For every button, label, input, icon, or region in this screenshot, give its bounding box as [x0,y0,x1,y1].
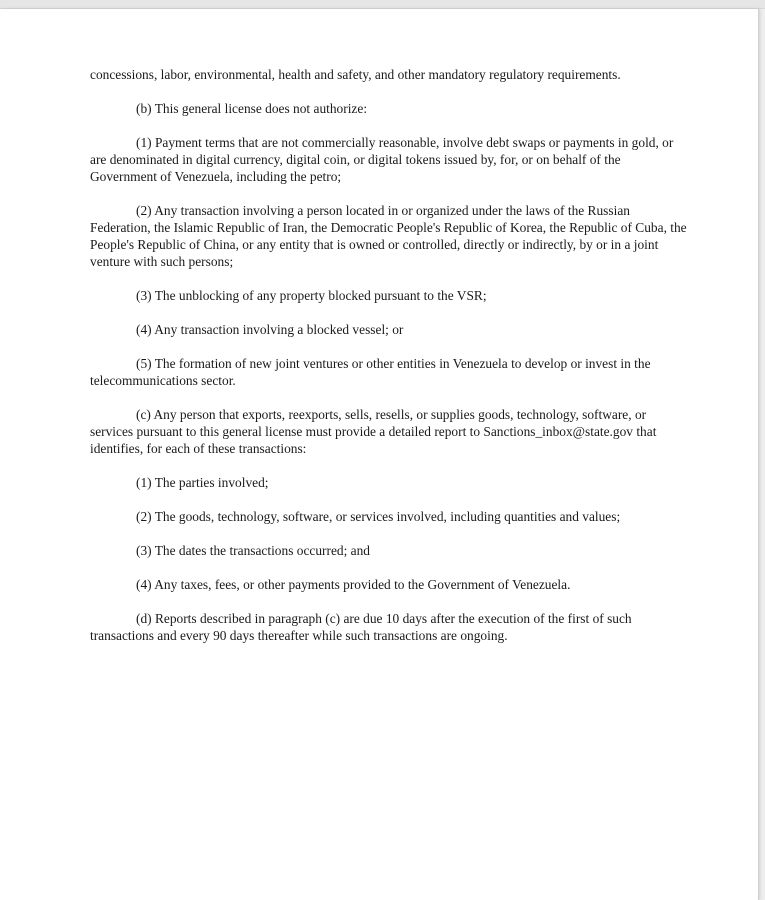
paragraph-c: (c) Any person that exports, reexports, sells, resells, or supplies goods, technology, software, or services pursuant to this general license must provide a detailed report to Sanctions_inbox@state.gov that identifies, for each of these transactions: [90,407,657,456]
viewer-top-edge [0,0,765,9]
paragraph-d: (d) Reports described in paragraph (c) are due 10 days after the execution of the first of such transactions and every 90 days thereafter while such transactions are ongoing. [90,611,632,643]
paragraph-b-4: (4) Any transaction involving a blocked vessel; or [136,322,404,337]
paragraph-c-1: (1) The parties involved; [136,475,269,490]
paragraph-c-3: (3) The dates the transactions occurred; and [136,543,370,558]
paragraph-c-4: (4) Any taxes, fees, or other payments provided to the Government of Venezuela. [136,577,571,592]
paragraph-b-2: (2) Any transaction involving a person located in or organized under the laws of the Russian Federation, the Islamic Republic of Iran, the Democratic People's Republic of Korea, the Republic of Cuba, the People's Republic of China, or any entity that is owned or controlled, directly or indirectly, by or in a joint venture with such persons; [90,203,687,269]
page-body [90,66,690,661]
paragraph-b-5: (5) The formation of new joint ventures or other entities in Venezuela to develop or invest in the telecommunications sector. [90,356,651,388]
paragraph-b-3: (3) The unblocking of any property blocked pursuant to the VSR; [136,288,487,303]
paragraph-b-1: (1) Payment terms that are not commercially reasonable, involve debt swaps or payments in gold, or are denominated in digital currency, digital coin, or digital tokens issued by, for, or on behalf of the Government of Venezuela, including the petro; [90,135,674,184]
paragraph-b: (b) This general license does not authorize: [136,101,368,116]
paragraph-c-2: (2) The goods, technology, software, or services involved, including quantities and values; [136,509,621,524]
paragraph-continuation: concessions, labor, environmental, health and safety, and other mandatory regulatory requirements. [90,67,621,82]
document-page [0,9,759,900]
